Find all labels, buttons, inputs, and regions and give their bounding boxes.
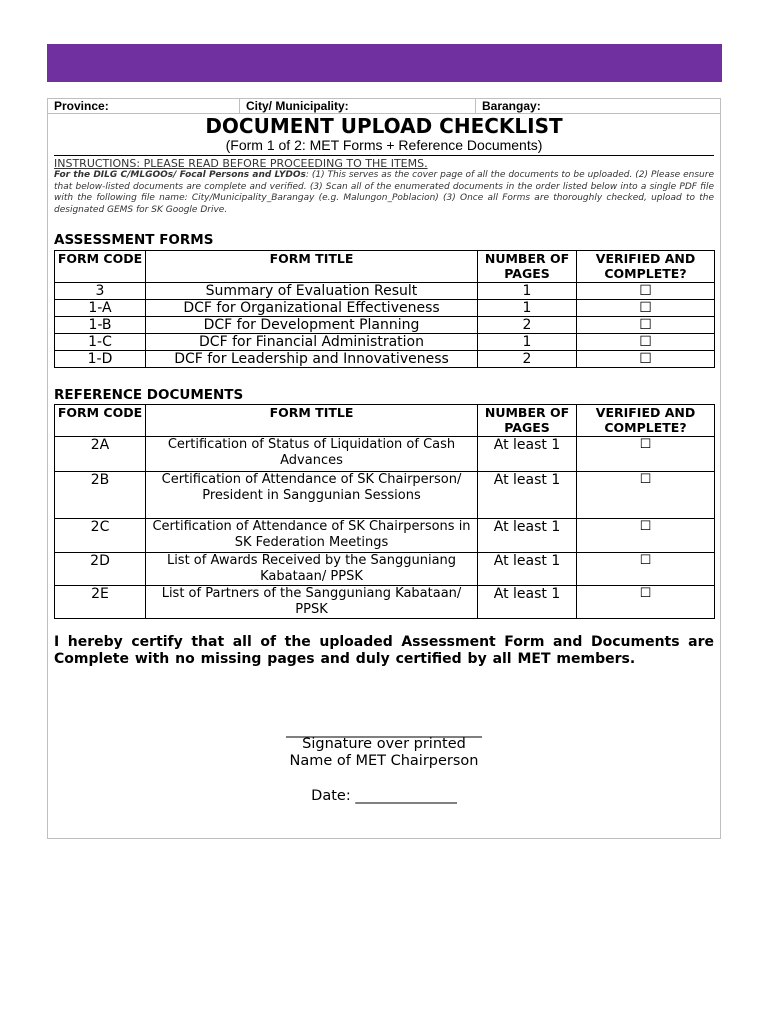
chairperson-label: Name of MET Chairperson [289, 753, 479, 769]
header-banner [47, 44, 722, 82]
page-title: DOCUMENT UPLOAD CHECKLIST [205, 114, 563, 138]
form-code: 1-A [55, 300, 146, 317]
form-code: 3 [55, 283, 146, 300]
table-row [55, 317, 715, 334]
page-count: At least 1 [478, 586, 577, 619]
instructions-text: : (1) This serves as the cover page of all the documents to be uploaded. (2) Please ensure that below-listed documents are complete and verified. (3) Scan all of the enumerated documents in the order listed below into a single PDF file with the following file name: City/Municipality_Barangay (e.g. Malungon_Poblacion) (3) Once all Forms are thoroughly checked, upload to the designated GEMS for SK Google Drive. [54, 170, 714, 215]
page-count: At least 1 [478, 519, 577, 553]
signature-line[interactable]: ___________________________ [286, 722, 482, 738]
verified-checkbox[interactable]: ☐ [577, 283, 715, 300]
page-count: 1 [478, 300, 577, 317]
form-title: DCF for Financial Administration [146, 334, 478, 351]
page-subtitle: (Form 1 of 2: MET Forms + Reference Documents) [225, 137, 543, 153]
form-code: 2A [55, 437, 146, 472]
assessment-forms-table [54, 250, 715, 368]
signature-label: Signature over printed [302, 736, 466, 752]
form-code: 2E [55, 586, 146, 619]
col-form-code: FORM CODE [55, 251, 146, 283]
table-row [55, 586, 715, 619]
page-count: 1 [478, 283, 577, 300]
verified-checkbox[interactable]: ☐ [577, 317, 715, 334]
form-title: List of Awards Received by the Sangguniang Kabataan/ PPSK [146, 553, 478, 586]
verified-checkbox[interactable]: ☐ [577, 472, 715, 519]
city-label: City/ Municipality: [246, 99, 349, 113]
form-title: DCF for Leadership and Innovativeness [146, 351, 478, 368]
col-number-of-pages: NUMBER OF PAGES [478, 251, 577, 283]
instructions-lead: For the DILG C/MLGOOs/ Focal Persons and LYDOs [54, 170, 306, 180]
certification-statement: I hereby certify that all of the uploaded Assessment Form and Documents are Complete with no missing pages and duly certified by all MET members. [54, 634, 714, 667]
form-code: 2D [55, 553, 146, 586]
reference-documents-table [54, 404, 715, 619]
col-number-of-pages: NUMBER OF PAGES [478, 405, 577, 437]
form-code: 1-B [55, 317, 146, 334]
form-code: 2C [55, 519, 146, 553]
table-row [55, 519, 715, 553]
table-row [55, 300, 715, 317]
col-form-code: FORM CODE [55, 405, 146, 437]
page-count: 2 [478, 351, 577, 368]
col-form-title: FORM TITLE [146, 251, 478, 283]
form-title: Certification of Attendance of SK Chairpersons in SK Federation Meetings [146, 519, 478, 553]
form-title: DCF for Development Planning [146, 317, 478, 334]
col-form-title: FORM TITLE [146, 405, 478, 437]
instructions-heading: INSTRUCTIONS: PLEASE READ BEFORE PROCEEDING TO THE ITEMS. [54, 157, 428, 170]
table-row [55, 351, 715, 368]
page-count: At least 1 [478, 553, 577, 586]
page-count: At least 1 [478, 437, 577, 472]
barangay-label: Barangay: [482, 99, 541, 113]
date-field[interactable]: Date: ______________ [311, 788, 457, 804]
verified-checkbox[interactable]: ☐ [577, 519, 715, 553]
form-title: List of Partners of the Sangguniang Kabataan/ PPSK [146, 586, 478, 619]
form-code: 1-C [55, 334, 146, 351]
verified-checkbox[interactable]: ☐ [577, 351, 715, 368]
reference-documents-heading: REFERENCE DOCUMENTS [54, 387, 244, 403]
form-title: Summary of Evaluation Result [146, 283, 478, 300]
province-label: Province: [54, 99, 109, 113]
col-verified: VERIFIED AND COMPLETE? [577, 405, 715, 437]
form-code: 1-D [55, 351, 146, 368]
verified-checkbox[interactable]: ☐ [577, 586, 715, 619]
page-count: 2 [478, 317, 577, 334]
divider [54, 155, 714, 156]
barangay-field[interactable] [476, 99, 720, 113]
col-verified: VERIFIED AND COMPLETE? [577, 251, 715, 283]
city-field[interactable] [240, 99, 476, 113]
page-count: 1 [478, 334, 577, 351]
province-field[interactable] [48, 99, 240, 113]
table-row [55, 472, 715, 519]
form-code: 2B [55, 472, 146, 519]
form-title: Certification of Status of Liquidation of Cash Advances [146, 437, 478, 472]
table-row [55, 437, 715, 472]
verified-checkbox[interactable]: ☐ [577, 553, 715, 586]
table-row [55, 553, 715, 586]
verified-checkbox[interactable]: ☐ [577, 300, 715, 317]
verified-checkbox[interactable]: ☐ [577, 437, 715, 472]
assessment-forms-heading: ASSESSMENT FORMS [54, 232, 214, 248]
form-title: Certification of Attendance of SK Chairperson/ President in Sanggunian Sessions [146, 472, 478, 519]
table-header-row [55, 251, 715, 283]
verified-checkbox[interactable]: ☐ [577, 334, 715, 351]
table-header-row [55, 405, 715, 437]
form-title: DCF for Organizational Effectiveness [146, 300, 478, 317]
table-row [55, 283, 715, 300]
instructions-body [54, 170, 714, 216]
page-count: At least 1 [478, 472, 577, 519]
location-row [47, 98, 721, 114]
table-row [55, 334, 715, 351]
